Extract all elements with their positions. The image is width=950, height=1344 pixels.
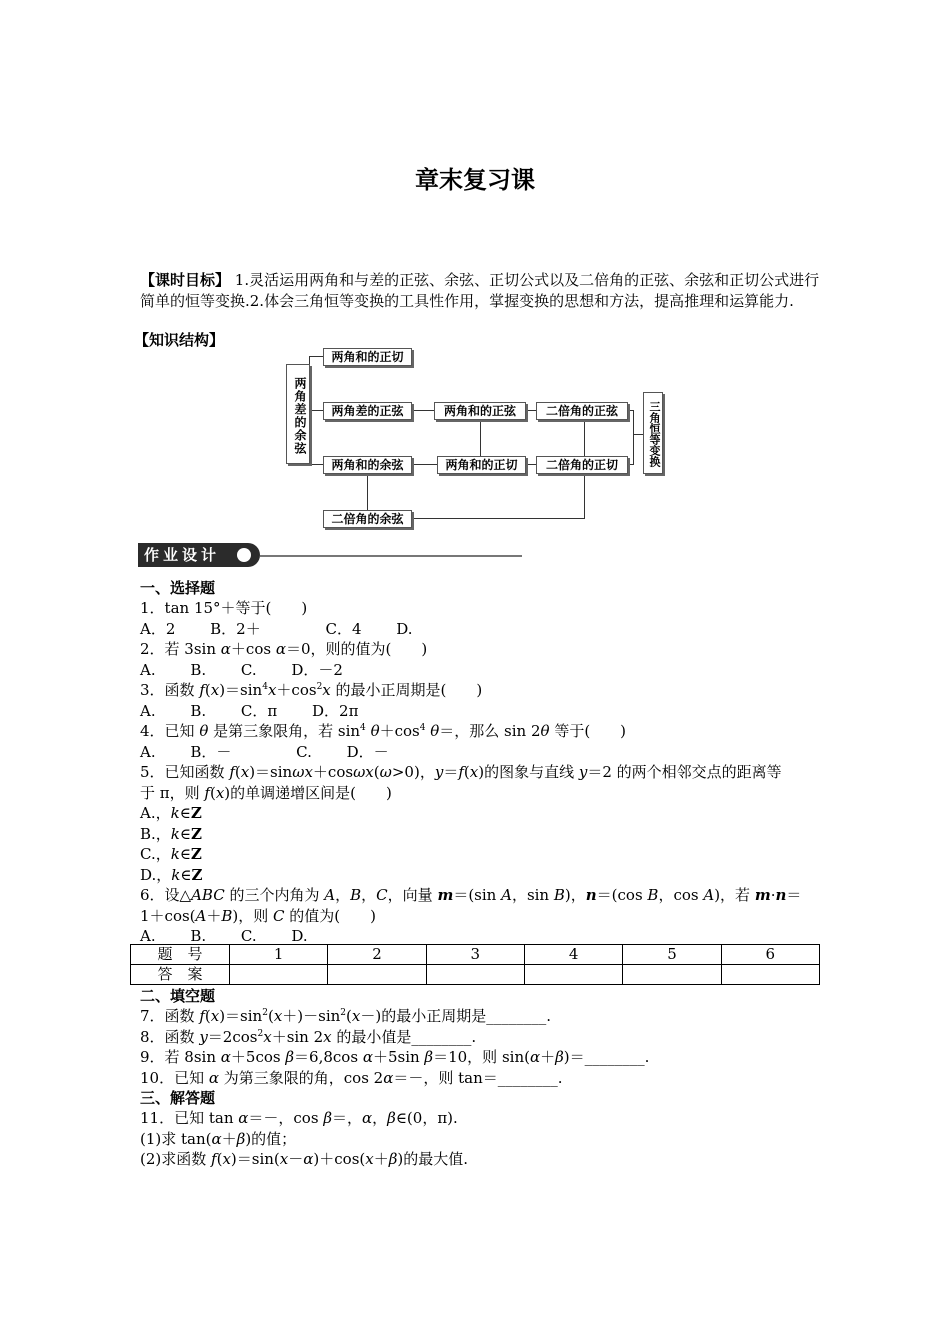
q11-part2: (2)求函数 f(x)＝sin(x－α)＋cos(x＋β)的最大值. <box>140 1150 469 1168</box>
page-title: 章末复习课 <box>415 166 535 194</box>
q11-stem: 11．已知 tan α＝－，cos β＝，α，β∈(0，π). <box>140 1109 458 1127</box>
box-cos-diff: 两角差的余弦 <box>286 364 310 464</box>
box-cos-sum: 两角和的余弦 <box>323 456 412 474</box>
q10: 10．已知 α 为第三象限的角，cos 2α＝－，则 tan＝________. <box>140 1069 563 1087</box>
box-tan-sum-2: 两角和的正切 <box>437 456 526 474</box>
q11-part1: (1)求 tan(α＋β)的值； <box>140 1130 297 1148</box>
objectives-label: 【课时目标】 <box>140 271 231 289</box>
banner-divider <box>260 555 522 557</box>
q1-stem: 1．tan 15°＋等于( ) <box>140 599 308 617</box>
table-row <box>131 945 820 965</box>
q3-stem: 3．函数 $f(x)=\sin^4x+\cos^2x$ 的最小正周期是( ) <box>140 681 483 699</box>
box-cos-double: 二倍角的余弦 <box>323 510 412 528</box>
section-solve: 三、解答题 <box>140 1089 216 1107</box>
answer-cell[interactable] <box>328 965 426 985</box>
q4-stem: 4．已知 θ 是第三象限角，若 $\sin^4 \theta+\cos^4$ θ＝，那么 sin 2θ 等于( ) <box>140 722 627 740</box>
section-fill: 二、填空题 <box>140 987 216 1005</box>
box-trig-identity: 三角恒等变换 <box>643 392 663 474</box>
table-cell: 3 <box>426 945 524 965</box>
q6-stem-line1: 6．设△ABC 的三个内角为 A，B，C，向量 m＝(sin A，sin B)，n＝(cos B，cos A)，若 m·n＝ <box>140 886 802 904</box>
q2-stem: 2．若 3sin α＋cos α＝0，则的值为( ) <box>140 640 428 658</box>
answer-cell[interactable] <box>230 965 328 985</box>
answer-cell[interactable] <box>524 965 622 985</box>
q5-stem-line1: 5．已知函数 f(x)＝sinωx＋cosωx(ω>0)，y＝f(x)的图象与直线 y＝2 的两个相邻交点的距离等 <box>140 763 782 781</box>
box-sin-sum: 两角和的正弦 <box>434 402 526 420</box>
box-sin-diff: 两角差的正弦 <box>323 402 412 420</box>
q8: 8．函数 $y=2\cos^2x+\sin$ 2x 的最小值是________. <box>140 1028 477 1046</box>
table-row <box>131 965 820 985</box>
answer-cell[interactable] <box>623 965 721 985</box>
structure-label: 【知识结构】 <box>134 331 225 349</box>
table-header-label: 题 号 <box>131 945 230 965</box>
objectives-text: 1.灵活运用两角和与差的正弦、余弦、正切公式以及二倍角的正弦、余弦和正切公式进行简单的恒等变换.2.体会三角恒等变换的工具性作用，掌握变换的思想和方法，提高推理和运算能力. <box>140 271 820 310</box>
answer-table <box>130 944 820 985</box>
q5-stem-line2: 于 π，则 f(x)的单调递增区间是( ) <box>140 784 392 802</box>
course-objectives <box>140 270 820 312</box>
q1-options: A．2 B．2＋ C．4 D. <box>140 620 413 638</box>
q7: 7．函数 $f(x)=\sin^2(x+)-\sin^2(x-)$的最小正周期是________. <box>140 1007 551 1025</box>
table-cell: 5 <box>623 945 721 965</box>
q4-options: A. B．－ C. D．－ <box>140 743 389 761</box>
box-tan-sum: 两角和的正切 <box>323 348 412 366</box>
table-cell: 6 <box>721 945 819 965</box>
q5-option-a: A.，k∈Z <box>140 804 202 822</box>
box-tan-double: 二倍角的正切 <box>536 456 628 474</box>
answer-cell[interactable] <box>721 965 819 985</box>
q6-stem-line2: 1＋cos(A＋B)，则 C 的值为( ) <box>140 907 377 925</box>
box-sin-double: 二倍角的正弦 <box>536 402 628 420</box>
banner-dot-icon <box>237 548 251 562</box>
section-choice: 一、选择题 <box>140 579 216 597</box>
q2-options: A. B. C. D．－2 <box>140 661 343 679</box>
q5-option-d: D.，k∈Z <box>140 866 203 884</box>
q5-option-c: C.，k∈Z <box>140 845 202 863</box>
q9: 9．若 8sin α＋5cos β＝6,8cos α＋5sin β＝10，则 sin(α＋β)＝________. <box>140 1048 650 1066</box>
table-cell: 4 <box>524 945 622 965</box>
answer-cell[interactable] <box>426 965 524 985</box>
q5-option-b: B.，k∈Z <box>140 825 202 843</box>
q3-options: A. B. C．π D．2π <box>140 702 359 720</box>
table-cell: 1 <box>230 945 328 965</box>
homework-banner: 作业设计 <box>138 543 260 567</box>
table-answer-label: 答 案 <box>131 965 230 985</box>
table-cell: 2 <box>328 945 426 965</box>
q6-options: A. B. C. D. <box>140 927 308 945</box>
